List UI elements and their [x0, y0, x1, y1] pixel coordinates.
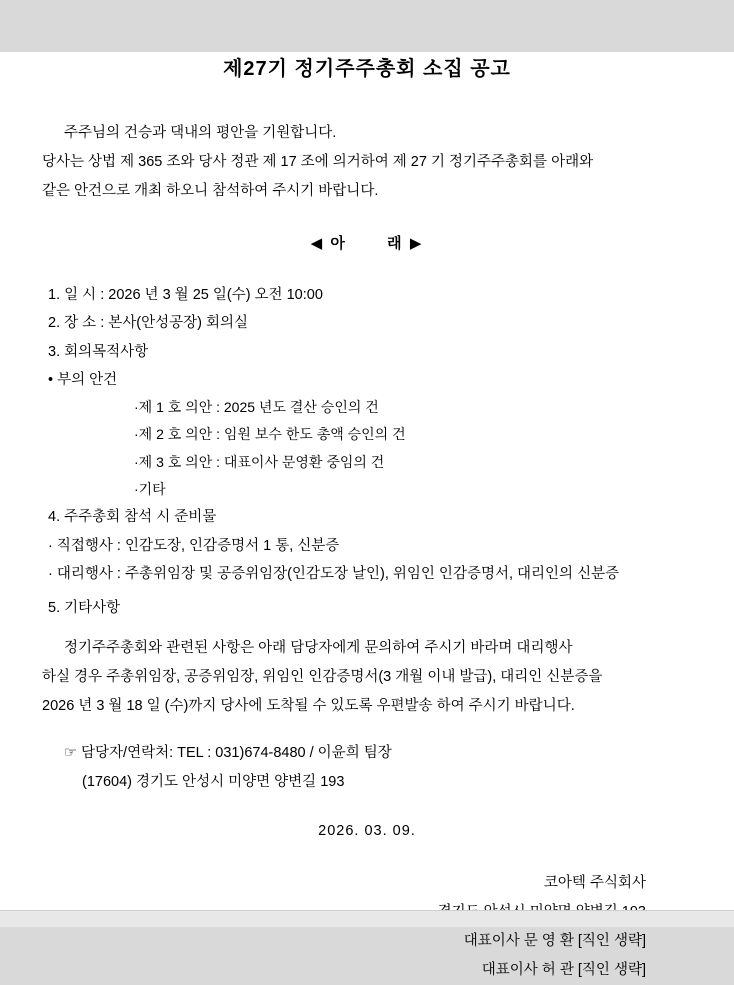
- notice-line-2: 하실 경우 주총위임장, 공증위임장, 위임인 인감증명서(3 개월 이내 발급), 대리인 신분증을: [42, 669, 603, 686]
- notice-paragraph: [42, 634, 692, 721]
- page-title: 제27기 정기주주총회 소집 공고: [223, 58, 511, 80]
- arae-divider: [42, 232, 692, 253]
- intro-line-1: 주주님의 건승과 댁내의 평안을 기원합니다.: [64, 125, 337, 141]
- ceo-name-2: 대표이사 허 관 [직인 생략]: [481, 962, 646, 979]
- left-triangle-icon: ◀: [310, 235, 325, 252]
- page-bottom-strip: [0, 910, 734, 927]
- intro-line-3: 같은 안건으로 개최 하오니 참석하여 주시기 바랍니다.: [42, 183, 379, 199]
- intro-paragraph: [42, 119, 692, 206]
- list-item: · 직접행사 : 인감도장, 인감증명서 1 통, 신분증: [48, 537, 340, 554]
- list-item: ·제 1 호 의안 : 2025 년도 결산 승인의 건: [134, 399, 379, 416]
- list-item: ·기타: [134, 480, 166, 497]
- notice-line-1: 정기주주총회와 관련된 사항은 아래 담당자에게 문의하여 주시기 바라며 대리행사: [64, 640, 573, 657]
- contact-line: ☞ 담당자/연락처: TEL : 031)674-8480 / 이윤희 팀장: [64, 745, 392, 762]
- intro-line-2: 당사는 상법 제 365 조와 당사 정관 제 17 조에 의거하여 제 27 기 정기주주총회를 아래와: [42, 154, 594, 170]
- company-name: 코아텍 주식회사: [543, 875, 646, 892]
- list-item: 5. 기타사항: [48, 600, 121, 617]
- list-item: ·제 3 호 의안 : 대표이사 문영환 중임의 건: [134, 453, 385, 470]
- ceo-name-1: 대표이사 문 영 환 [직인 생략]: [463, 933, 646, 950]
- list-item: · 대리행사 : 주총위임장 및 공증위임장(인감도장 날인), 위임인 인감증명서, 대리인의 신분증: [48, 565, 620, 582]
- notice-line-3: 2026 년 3 월 18 일 (수)까지 당사에 도착될 수 있도록 우편발송 하여 주시기 바랍니다.: [42, 698, 575, 715]
- contact-block: [42, 739, 692, 797]
- document-date: 2026. 03. 09.: [318, 823, 416, 840]
- list-item: 3. 회의목적사항: [48, 343, 149, 360]
- signature-block: [42, 869, 692, 985]
- list-item: 1. 일 시 : 2026 년 3 월 25 일(수) 오전 10:00: [48, 287, 323, 303]
- list-item: ·제 2 호 의안 : 임원 보수 한도 총액 승인의 건: [134, 426, 406, 443]
- list-item: • 부의 안건: [48, 371, 118, 388]
- document-page: [0, 52, 734, 979]
- list-item: 4. 주주총회 참석 시 준비물: [48, 509, 217, 526]
- contact-address: (17604) 경기도 안성시 미양면 양변길 193: [82, 774, 345, 791]
- agenda-list: [42, 281, 692, 622]
- right-triangle-icon: ▶: [409, 235, 424, 252]
- arae-text-rae: 래: [387, 235, 404, 252]
- list-item: 2. 장 소 : 본사(안성공장) 회의실: [48, 315, 248, 332]
- arae-text-a: 아: [330, 235, 347, 252]
